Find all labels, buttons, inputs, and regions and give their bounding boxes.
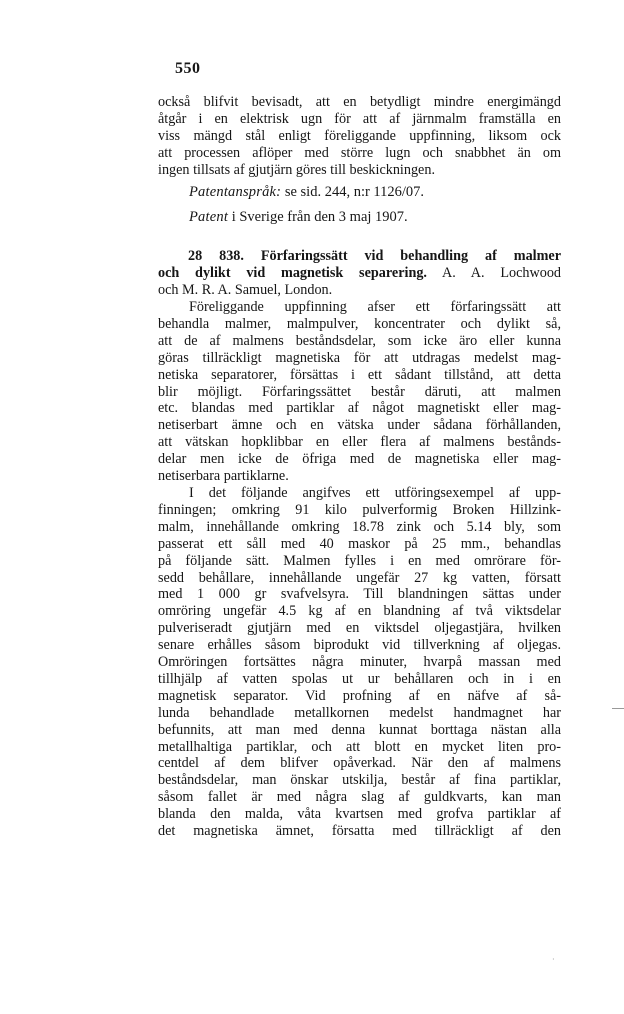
patent-title-line-2: och dylikt vid magnetisk separering. [158,264,427,281]
body-line-8: netiserbart ämne och en vätska under sådana förhållanden, [158,417,561,434]
body-line-5: netiska separatorer, försättas i ett sådant tillstånd, att detta [158,366,561,383]
body-line-7: etc. blandas med partiklar af något magnetiskt eller mag- [158,400,561,417]
patent-heading [158,248,561,299]
intro-line-4: att processen aflöper med större lugn och snabbhet än om [158,144,561,161]
body-line-11: netiserbara partiklarne. [158,468,289,485]
intro-line-2: åtgår i en elektrisk ugn för att af järnmalm framställa en [158,110,561,127]
body-paragraphs [158,299,561,840]
body-line-6: blir möjligt. Förfaringssättet består däruti, att malmen [158,383,561,400]
patent-heading-line-1 [158,248,561,265]
body-line-31: blanda den malda, våta kvartsen med grofva partiklar af [158,806,561,823]
patent-heading-line-2 [158,265,561,282]
patent-authors-line-1: A. A. Lochwood [441,264,562,281]
body-line-28: centdel af dem blifver opåverkad. När den af malmens [158,755,561,772]
body-line-23: tillhjälp af vatten spolas ut ur behållaren och in i en [158,670,561,687]
body-line-10: delar men icke de öfriga med de magnetiska eller mag- [158,451,561,468]
body-line-14: malm, innehållande omkring 18.78 zink och 5.14 bly, som [158,518,561,535]
body-line-29: beståndsdelar, man önskar utskilja, består af fina partiklar, [158,772,561,789]
body-line-20: pulveriseradt gjutjärn med en viktsdel oljegastjära, hvilken [158,620,561,637]
body-line-18: med 1 000 gr svafvelsyra. Till blandningen sättas under [158,586,561,603]
body-line-24: magnetisk separator. Vid profning af en näfve af så- [158,687,561,704]
patent-authors-line-2: och M. R. A. Samuel, London. [158,281,333,298]
body-line-21: senare erhålles såsom biprodukt vid tillverkning af oljegas. [158,637,561,654]
patent-claims-value: se sid. 244, n:r 1126/07. [284,184,425,200]
body-line-1: Föreliggande uppfinning afser ett förfaringssätt att [189,299,561,315]
body-line-26: befunnits, att man med denna kunnat borttaga nästan alla [158,721,561,738]
intro-line-3: viss mängd stål enligt föreliggande uppfinning, liksom ock [158,127,561,144]
body-line-25: lunda behandlade metallkornen medelst handmagnet har [158,704,561,721]
patent-claims-line [189,184,424,201]
page-number: 550 [175,60,201,77]
body-line-19: omröring ungefär 4.5 kg af en blandning af två viktsdelar [158,603,561,620]
patent-label: Patent [189,209,229,225]
patent-title-line-1: Förfaringssätt vid behandling af malmer [260,248,562,264]
patent-date-line [189,209,408,226]
body-line-12: I det följande angifves ett utföringsexempel af upp- [189,484,561,501]
body-line-16: på följande sätt. Malmen fylles i en med omrörare för- [158,552,561,569]
body-line-30: såsom fallet är med några slag af guldkvarts, kan man [158,789,561,806]
intro-line-1: också blifvit bevisadt, att en betydligt mindre energimängd [158,94,561,110]
patent-claims-label: Patentanspråk: [189,184,282,200]
intro-paragraph [158,94,561,179]
body-line-32: det magnetiska ämnet, försatta med tillräckligt af den [158,823,561,840]
page-edge-mark [612,708,624,709]
body-line-22: Omröringen fortsättes några minuter, hvarpå massan med [158,654,561,671]
body-line-4: göras tillräckligt magnetiska för att utdragas medelst mag- [158,349,561,366]
body-line-2: behandla malmer, malmpulver, koncentrater och dylikt så, [158,315,561,332]
body-line-17: sedd behållare, innehållande ungefär 27 kg vatten, försatt [158,569,561,586]
body-line-3: att de af malmens beståndsdelar, som icke äro eller kunna [158,332,561,349]
scan-mark: · [552,955,555,964]
intro-line-5: ingen tillsats af gjutjärn göres till beskickningen. [158,161,435,178]
body-line-27: metallhaltiga partiklar, och att blott en mycket liten pro- [158,738,561,755]
body-line-13: finningen; omkring 91 kilo pulverformig Broken Hillzink- [158,501,561,518]
body-line-15: passerat ett såll med 40 maskor på 25 mm., behandlas [158,535,561,552]
patent-number: 28 838. [188,248,244,264]
patent-date-value: i Sverige från den 3 maj 1907. [231,209,408,225]
body-line-9: att vätskan hopklibbar en eller flera af malmens bestånds- [158,434,561,451]
